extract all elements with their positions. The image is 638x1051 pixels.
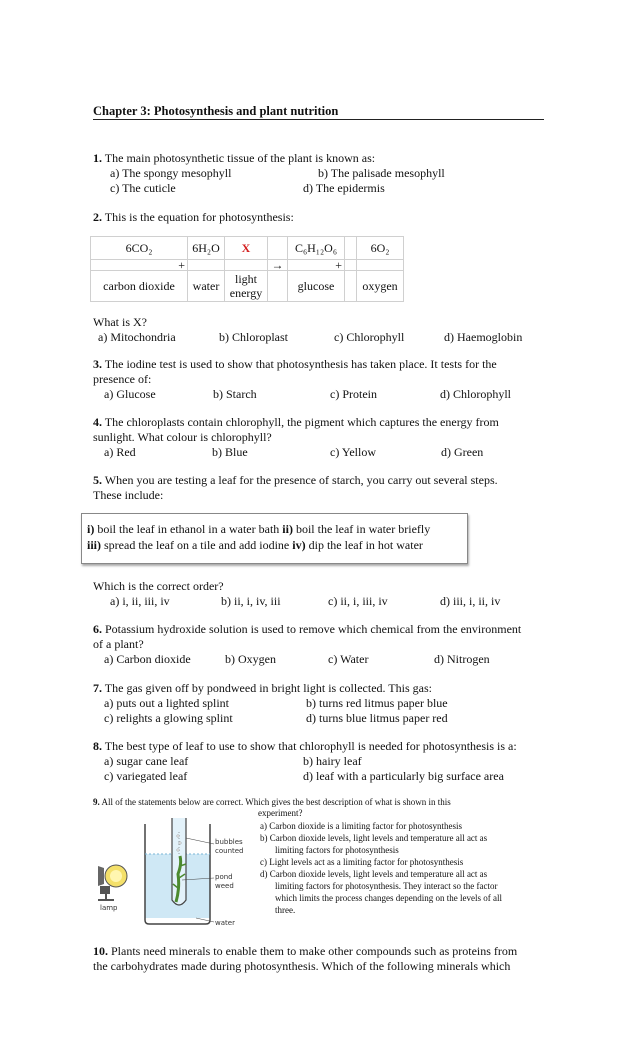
q2-option-b[interactable]: b) Chloroplast: [219, 330, 288, 344]
eq-co2: 6CO₂: [91, 237, 188, 260]
eq-name-glucose: glucose: [288, 271, 345, 302]
steps-box: [81, 513, 468, 564]
q1-option-d[interactable]: d) The epidermis: [303, 181, 385, 195]
eq-arrow: →: [268, 260, 288, 271]
question-1-stem: 1. The main photosynthetic tissue of the plant is known as:: [93, 151, 376, 165]
eq-o2: 6O₂: [357, 237, 404, 260]
q5-option-b[interactable]: b) ii, i, iv, iii: [221, 594, 281, 608]
q4-option-b[interactable]: b) Blue: [212, 445, 248, 459]
q3-option-d[interactable]: d) Chlorophyll: [440, 387, 511, 401]
question-3-stem-2: presence of:: [93, 372, 152, 386]
experiment-diagram: [96, 818, 250, 930]
q1-option-b[interactable]: b) The palisade mesophyll: [318, 166, 445, 180]
q9-option-a[interactable]: a) Carbon dioxide is a limiting factor for photosynthesis: [260, 821, 462, 831]
bubbles-label: bubbles: [215, 838, 243, 846]
q7-option-a[interactable]: a) puts out a lighted splint: [104, 696, 229, 710]
q2-prompt: What is X?: [93, 315, 147, 329]
eq-name-co2: carbon dioxide: [91, 271, 188, 302]
q4-option-a[interactable]: a) Red: [104, 445, 136, 459]
eq-name-o2: oxygen: [357, 271, 404, 302]
question-10-stem: 10. Plants need minerals to enable them to make other compounds such as proteins from: [93, 944, 518, 958]
question-8-stem: 8. The best type of leaf to use to show that chlorophyll is needed for photosynthesis is a:: [93, 739, 517, 753]
q8-option-c[interactable]: c) variegated leaf: [104, 769, 188, 783]
counted-label: counted: [215, 847, 244, 855]
eq-glucose: C₆H₁₂O₆: [288, 237, 345, 260]
q1-option-a[interactable]: a) The spongy mesophyll: [110, 166, 232, 180]
q4-option-d[interactable]: d) Green: [441, 445, 484, 459]
eq-x: X: [225, 237, 268, 260]
title-rule: [93, 119, 544, 120]
q5-option-d[interactable]: d) iii, i, ii, iv: [440, 594, 501, 608]
q7-option-c[interactable]: c) relights a glowing splint: [104, 711, 233, 725]
question-9-stem-2: experiment?: [258, 808, 303, 818]
q8-option-b[interactable]: b) hairy leaf: [303, 754, 362, 768]
q6-option-a[interactable]: a) Carbon dioxide: [104, 652, 191, 666]
q2-option-d[interactable]: d) Haemoglobin: [444, 330, 523, 344]
q7-option-d[interactable]: d) turns blue litmus paper red: [306, 711, 448, 725]
q3-option-c[interactable]: c) Protein: [330, 387, 377, 401]
eq-plus-1: +: [91, 260, 188, 271]
water-label: water: [215, 919, 235, 927]
steps-line-1: i) boil the leaf in ethanol in a water bath ii) boil the leaf in water briefly: [87, 522, 431, 536]
eq-name-h2o: water: [188, 271, 225, 302]
lamp-icon: [98, 865, 127, 900]
q7-option-b[interactable]: b) turns red litmus paper blue: [306, 696, 448, 710]
question-6-stem: 6. Potassium hydroxide solution is used to remove which chemical from the environment: [93, 622, 522, 636]
q3-option-b[interactable]: b) Starch: [213, 387, 257, 401]
q2-option-a[interactable]: a) Mitochondria: [98, 330, 176, 344]
pond-label: pond: [215, 873, 233, 881]
q4-option-c[interactable]: c) Yellow: [330, 445, 377, 459]
q6-option-d[interactable]: d) Nitrogen: [434, 652, 490, 666]
eq-h2o: 6H₂O: [188, 237, 225, 260]
q5-option-a[interactable]: a) i, ii, iii, iv: [110, 594, 170, 608]
question-10-stem-2: the carbohydrates made during photosynthesis. Which of the following minerals which: [93, 959, 511, 973]
question-3-stem: 3. The iodine test is used to show that photosynthesis has taken place. It tests for the: [93, 357, 497, 371]
q3-option-a[interactable]: a) Glucose: [104, 387, 156, 401]
question-4-stem: 4. The chloroplasts contain chlorophyll, the pigment which captures the energy from: [93, 415, 499, 429]
q5-prompt: Which is the correct order?: [93, 579, 224, 593]
q2-option-c[interactable]: c) Chlorophyll: [334, 330, 405, 344]
q5-option-c[interactable]: c) ii, i, iii, iv: [328, 594, 388, 608]
q9-option-c[interactable]: c) Light levels act as a limiting factor for photosynthesis: [260, 857, 464, 867]
question-6-stem-2: of a plant?: [93, 637, 144, 651]
q8-option-d[interactable]: d) leaf with a particularly big surface area: [303, 769, 504, 783]
page-title: Chapter 3: Photosynthesis and plant nutrition: [93, 104, 339, 118]
eq-name-x: light energy: [225, 271, 268, 302]
question-5-stem: 5. When you are testing a leaf for the presence of starch, you carry out several steps.: [93, 473, 498, 487]
question-7-stem: 7. The gas given off by pondweed in bright light is collected. This gas:: [93, 681, 432, 695]
q1-option-c[interactable]: c) The cuticle: [110, 181, 176, 195]
question-9-stem: 9. All of the statements below are correct. Which gives the best description of what is shown in this: [93, 797, 451, 807]
q6-option-b[interactable]: b) Oxygen: [225, 652, 276, 666]
lamp-label: lamp: [100, 904, 118, 912]
question-5-stem-2: These include:: [93, 488, 164, 502]
steps-line-2: iii) spread the leaf on a tile and add iodine iv) dip the leaf in hot water: [87, 538, 423, 552]
q6-option-c[interactable]: c) Water: [328, 652, 369, 666]
eq-plus-2: +: [288, 260, 345, 271]
question-2-stem: 2. This is the equation for photosynthesis:: [93, 210, 294, 224]
q8-option-a[interactable]: a) sugar cane leaf: [104, 754, 189, 768]
q9-option-b[interactable]: b) Carbon dioxide levels, light levels and temperature all act as limiting factors for photosynthesis: [260, 833, 488, 855]
weed-label: weed: [215, 882, 234, 890]
equation-table: [90, 236, 404, 302]
question-4-stem-2: sunlight. What colour is chlorophyll?: [93, 430, 272, 444]
q9-option-d[interactable]: d) Carbon dioxide levels, light levels and temperature all act as limiting factors for photosynthesis. They interact so the factor which limits the process changes depending on the levels of all three.: [260, 869, 502, 915]
